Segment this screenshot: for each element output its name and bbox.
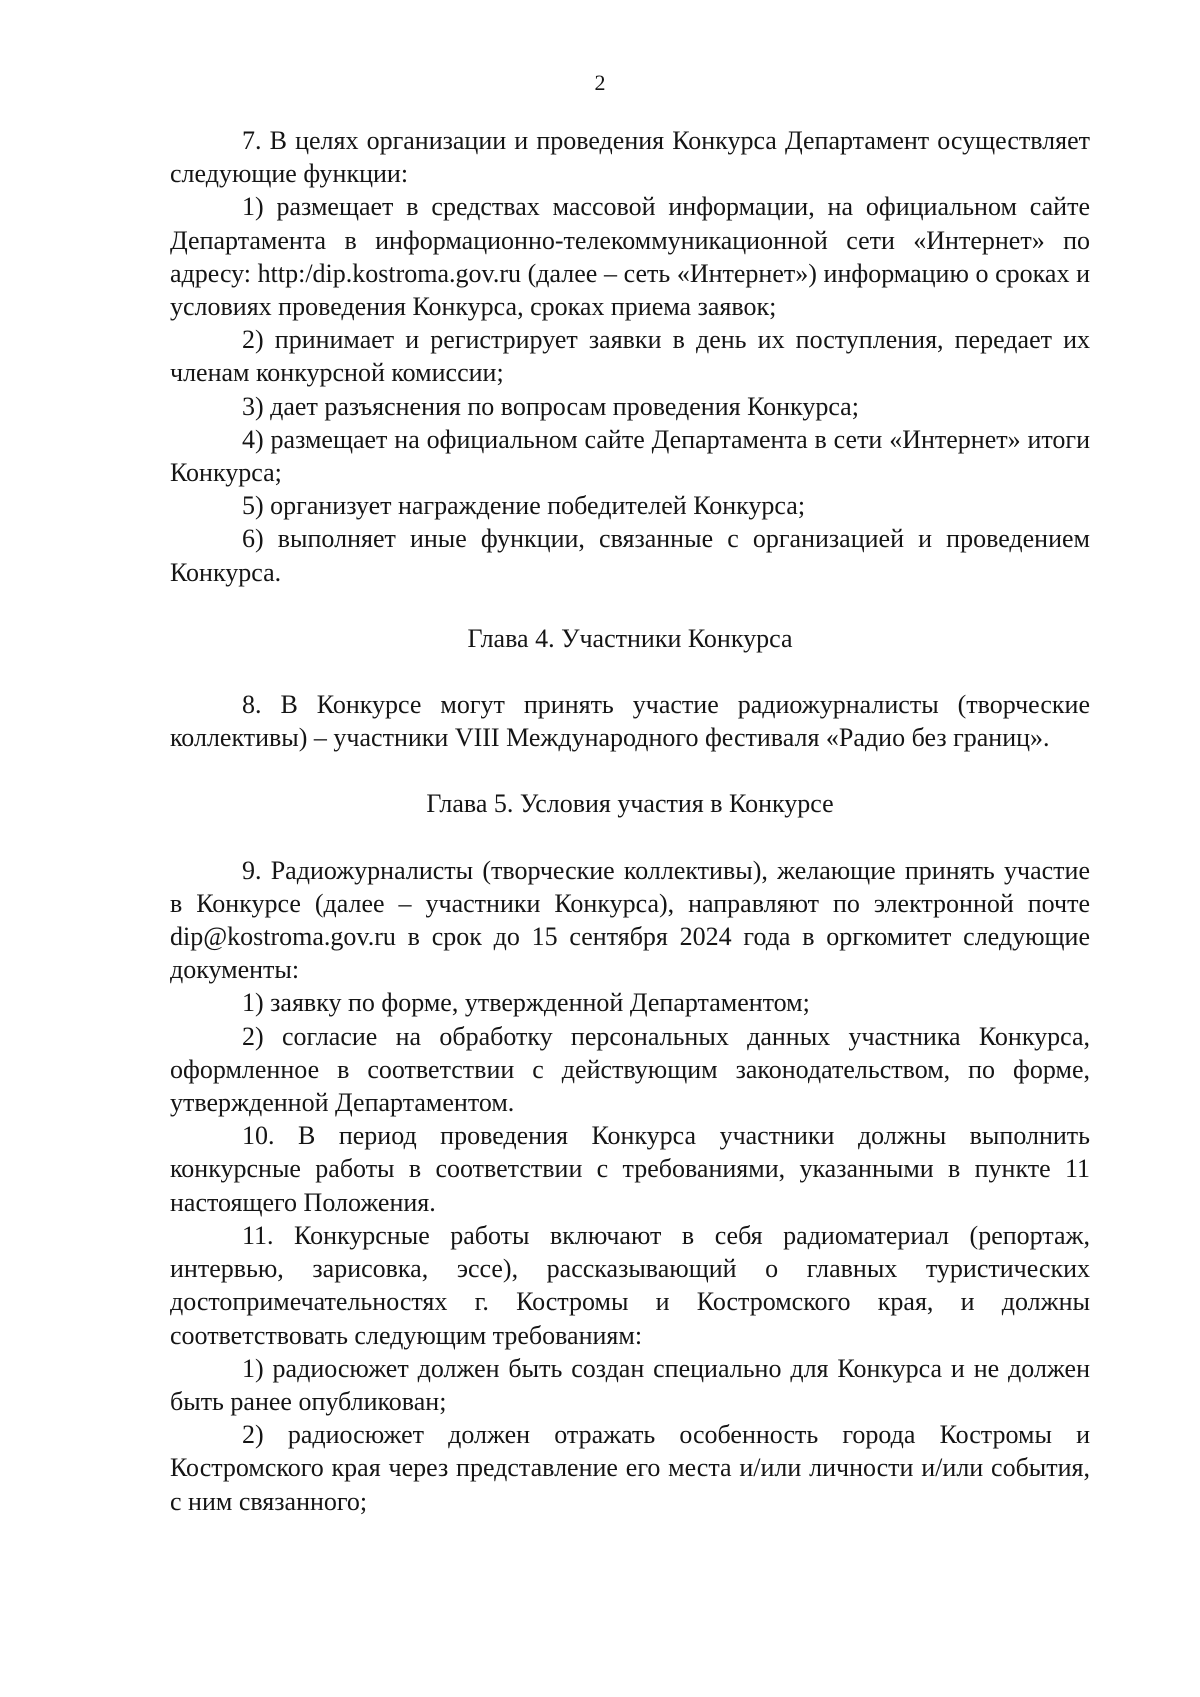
- paragraph-9-item-1: 1) заявку по форме, утвержденной Департаментом;: [242, 988, 810, 1018]
- paragraph-8: 8. В Конкурсе могут принять участие радиожурналисты (творческие коллективы) – участники VIII Международного фестиваля «Радио без границ».: [170, 690, 1090, 753]
- paragraph-11: 11. Конкурсные работы включают в себя радиоматериал (репортаж, интервью, зарисовка, эссе), рассказывающий о главных туристических достопримечательностях г. Костромы и Костромского края, и должны соответствовать следующим требованиям:: [170, 1220, 1090, 1350]
- paragraph-10: 10. В период проведения Конкурса участники должны выполнить конкурсные работы в соответствии с требованиями, указанными в пункте 11 настоящего Положения.: [170, 1121, 1090, 1217]
- page-number: 2: [594, 70, 606, 95]
- spacer: [170, 589, 1090, 622]
- paragraph-9: 9. Радиожурналисты (творческие коллективы), желающие принять участие в Конкурсе (далее – участники Конкурса), направляют по электронной почте dip@kostroma.gov.ru в срок до 15 сентября 2024 года в оргкомитет следующие документы:: [170, 855, 1090, 985]
- document-body: [170, 124, 1090, 1518]
- paragraph-7-item-6: 6) выполняет иные функции, связанные с организацией и проведением Конкурса.: [170, 524, 1090, 587]
- chapter-4-heading: Глава 4. Участники Конкурса: [467, 623, 793, 653]
- paragraph-7-item-5: 5) организует награждение победителей Конкурса;: [242, 491, 806, 521]
- paragraph-7-item-4: 4) размещает на официальном сайте Департамента в сети «Интернет» итоги Конкурса;: [170, 424, 1090, 488]
- paragraph-7-item-3: 3) дает разъяснения по вопросам проведения Конкурса;: [242, 391, 859, 421]
- spacer: [170, 821, 1090, 854]
- spacer: [170, 655, 1090, 688]
- paragraph-7: 7. В целях организации и проведения Конкурса Департамент осуществляет следующие функции:: [170, 126, 1090, 189]
- paragraph-7-item-2: 2) принимает и регистрирует заявки в день их поступления, передает их членам конкурсной комиссии;: [170, 325, 1090, 388]
- chapter-5-heading: Глава 5. Условия участия в Конкурсе: [426, 789, 834, 819]
- spacer: [170, 754, 1090, 787]
- paragraph-7-item-1: 1) размещает в средствах массовой информации, на официальном сайте Департамента в информационно-телекоммуникационной сети «Интернет» по адресу: http:/dip.kostroma.gov.ru (далее – сеть «Интернет») информацию о сроках и условиях проведения Конкурса, сроках приема заявок;: [170, 192, 1090, 322]
- paragraph-11-item-2: 2) радиосюжет должен отражать особенность города Костромы и Костромского края через представление его места и/или личности и/или события, с ним связанного;: [170, 1420, 1090, 1516]
- paragraph-11-item-1: 1) радиосюжет должен быть создан специально для Конкурса и не должен быть ранее опубликован;: [170, 1353, 1090, 1416]
- paragraph-9-item-2: 2) согласие на обработку персональных данных участника Конкурса, оформленное в соответствии с действующим законодательством, по форме, утвержденной Департаментом.: [170, 1021, 1090, 1118]
